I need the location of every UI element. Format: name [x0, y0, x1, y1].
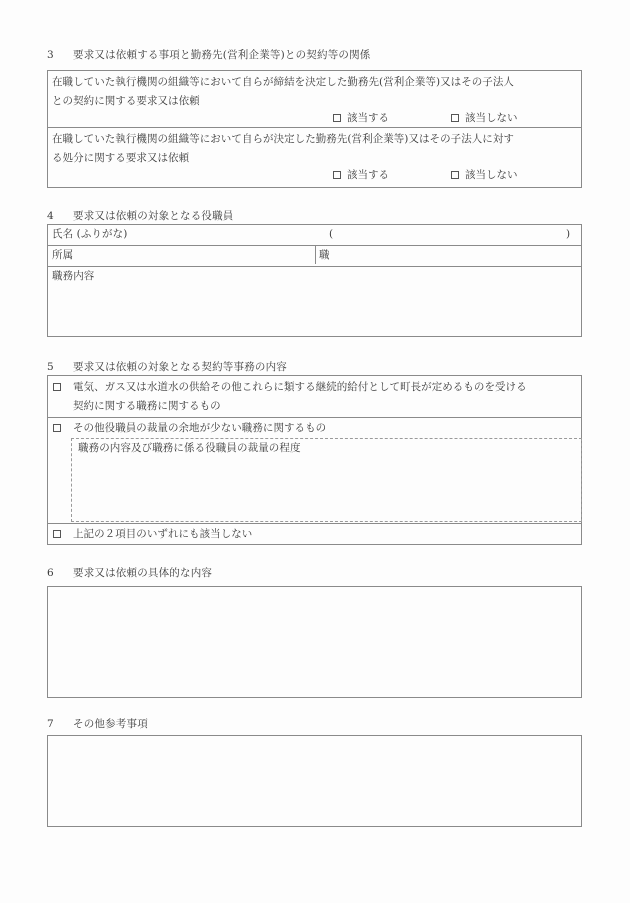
section-3-row2-option-no[interactable] — [451, 167, 518, 183]
section-5-inner-value[interactable] — [78, 460, 573, 515]
section-3-row2-option-yes-label: 該当する — [347, 169, 389, 181]
section-5-divider-2 — [48, 523, 581, 524]
section-6-value[interactable] — [54, 591, 574, 691]
section-5-item1-line2: 契約に関する職務に関するもの — [73, 400, 221, 412]
section-4-heading — [47, 209, 234, 223]
section-4-title: 要求又は依頼の対象となる役職員 — [73, 210, 234, 222]
section-3-row1-option-no[interactable] — [451, 110, 518, 126]
checkbox-icon[interactable] — [333, 171, 341, 179]
section-4-name-label: 氏名 (ふりがな) — [52, 228, 128, 240]
section-3-row2-line1: 在職していた執行機関の組織等において自らが決定した勤務先(営利企業等)又はその子法人に対す — [52, 133, 514, 145]
section-5-item1-body — [53, 378, 577, 416]
section-3-row1-option-yes-label: 該当する — [347, 112, 389, 124]
section-3-title: 要求又は依頼する事項と勤務先(営利企業等)との契約等の関係 — [73, 49, 371, 61]
section-5-item1[interactable] — [53, 378, 577, 416]
section-7-title: その他参考事項 — [73, 718, 148, 730]
section-5-item3-label: 上記の２項目のいずれにも該当しない — [73, 528, 253, 540]
section-3-heading — [47, 48, 371, 62]
section-4-post-label: 職 — [319, 249, 330, 261]
checkbox-icon[interactable] — [333, 114, 341, 122]
section-3-number: 3 — [47, 49, 54, 61]
section-5-divider-1 — [48, 417, 581, 418]
checkbox-icon[interactable] — [53, 424, 61, 432]
section-5-inner-label: 職務の内容及び職務に係る役職員の裁量の程度 — [78, 442, 301, 454]
section-6-heading — [47, 566, 212, 580]
section-7-box[interactable] — [47, 735, 582, 827]
section-3-row2-text — [52, 130, 580, 168]
section-3-row1-line1: 在職していた執行機関の組織等において自らが締結を決定した勤務先(営利企業等)又はその子法人 — [52, 76, 514, 88]
section-5-number: 5 — [47, 361, 54, 373]
section-3-row1-options — [333, 110, 518, 126]
section-3-row1-option-yes[interactable] — [333, 110, 389, 126]
section-7-heading — [47, 717, 148, 731]
section-4-duties-value[interactable] — [52, 286, 572, 332]
section-3-row-divider — [48, 127, 581, 128]
section-3-row1-text — [52, 73, 580, 111]
section-3-row1-option-no-label: 該当しない — [465, 112, 518, 124]
checkbox-icon[interactable] — [451, 171, 459, 179]
section-4-affiliation-label: 所属 — [52, 249, 74, 261]
section-6-number: 6 — [47, 567, 54, 579]
section-6-title: 要求又は依頼の具体的な内容 — [73, 567, 213, 579]
section-5-heading — [47, 360, 287, 374]
section-3-row2-line2: る処分に関する要求又は依頼 — [52, 152, 190, 164]
section-5-item2-label: その他役職員の裁量の余地が少ない職務に関するもの — [73, 422, 327, 434]
furigana-open-paren: ( — [329, 228, 334, 240]
section-3-row2-option-no-label: 該当しない — [465, 169, 518, 181]
checkbox-icon[interactable] — [451, 114, 459, 122]
section-7-number: 7 — [47, 718, 54, 730]
section-5-item1-line1: 電気、ガス又は水道水の供給その他これらに類する継続的給付として町長が定めるものを受ける — [73, 381, 527, 393]
section-6-box[interactable] — [47, 586, 582, 698]
section-4-divider-2 — [48, 266, 581, 267]
section-3-row2-option-yes[interactable] — [333, 167, 389, 183]
section-5-item2[interactable] — [53, 419, 577, 438]
checkbox-icon[interactable] — [53, 383, 61, 391]
furigana-close-paren: ) — [566, 228, 571, 240]
section-4-column-divider — [315, 245, 316, 264]
section-5-title: 要求又は依頼の対象となる契約等事務の内容 — [73, 361, 287, 373]
section-3-row2-options — [333, 167, 518, 183]
checkbox-icon[interactable] — [53, 530, 61, 538]
section-3-row1-line2: との契約に関する要求又は依頼 — [52, 95, 200, 107]
section-7-value[interactable] — [54, 740, 574, 820]
section-4-number: 4 — [47, 210, 54, 222]
section-5-item3[interactable] — [53, 525, 577, 544]
section-4-duties-label: 職務内容 — [52, 270, 95, 282]
